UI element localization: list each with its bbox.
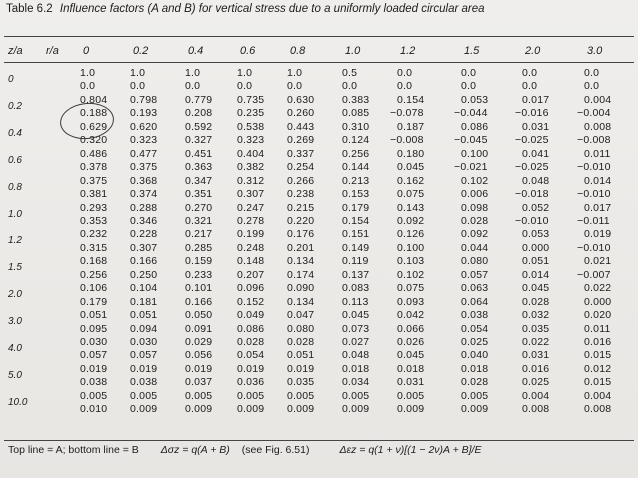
factor-b-cell: −0.008 [390, 134, 424, 147]
factor-b-cell: 0.006 [461, 188, 489, 201]
factor-b-cell: 0.000 [584, 295, 612, 308]
factor-a-cell: 0.018 [342, 362, 370, 375]
factor-a-cell: 0.630 [287, 93, 315, 106]
factor-a-cell: 0.288 [130, 201, 158, 214]
footer-strain-formula: Δεz = q(1 + ν)[(1 − 2ν)A + B]/E [339, 444, 482, 456]
factor-a-cell: 0.017 [584, 201, 612, 214]
row-z-value: 10.0 [8, 396, 28, 408]
factor-a-cell: 0.083 [342, 282, 370, 295]
factor-b-cell: 0.207 [237, 268, 265, 281]
factor-b-cell: 0.382 [237, 161, 265, 174]
factor-a-cell: 0.008 [584, 120, 612, 133]
header-r-a: r/a [46, 45, 59, 57]
factor-b-cell: 0.056 [185, 349, 213, 362]
factor-a-cell: 0.019 [237, 362, 265, 375]
factor-a-cell: 0.148 [237, 255, 265, 268]
factor-a-cell: 0.443 [287, 120, 315, 133]
factor-a-cell: 1.0 [287, 67, 303, 79]
factor-a-cell: 0.180 [397, 147, 425, 160]
factor-b-cell: 0.093 [397, 295, 425, 308]
table-footer [8, 444, 633, 456]
factor-b-cell: −0.004 [577, 107, 611, 120]
factor-b-cell: 0.285 [185, 241, 213, 254]
factor-b-cell: 0.269 [287, 134, 315, 147]
factor-a-cell: 0.375 [80, 174, 108, 187]
factor-b-cell: 0.320 [80, 134, 108, 147]
factor-a-cell: 0.538 [237, 120, 265, 133]
factor-a-cell: 0.004 [584, 93, 612, 106]
row-z-value: 5.0 [8, 369, 22, 381]
factor-b-cell: 0.0 [342, 80, 358, 93]
factor-b-cell: 0.057 [461, 268, 489, 281]
factor-a-cell: 0.247 [237, 201, 265, 214]
factor-a-cell: 0.215 [287, 201, 315, 214]
factor-b-cell: 0.278 [237, 214, 265, 227]
factor-b-cell: 0.045 [397, 161, 425, 174]
factor-b-cell: 0.323 [130, 134, 158, 147]
factor-b-cell: −0.045 [454, 134, 488, 147]
factor-a-cell: 0.266 [287, 174, 315, 187]
factor-a-cell: 1.0 [237, 67, 253, 79]
factor-a-cell: 0.051 [80, 309, 108, 322]
factor-a-cell: 0.005 [287, 389, 315, 402]
factor-a-cell: 0.098 [461, 201, 489, 214]
factor-a-cell: 0.045 [342, 309, 370, 322]
factor-b-cell: 0.201 [287, 241, 315, 254]
row-z-value: 0 [8, 74, 14, 85]
factor-b-cell: 0.153 [342, 188, 370, 201]
factor-b-cell: 0.363 [185, 161, 213, 174]
row-z-value: 1.5 [8, 262, 22, 274]
factor-b-cell: 0.307 [130, 241, 158, 254]
factor-b-cell: 0.137 [342, 268, 370, 281]
factor-b-cell: 0.054 [237, 349, 265, 362]
factor-b-cell: 0.124 [342, 134, 370, 147]
column-header: 1.5 [464, 45, 480, 57]
factor-a-cell: 0.005 [130, 389, 158, 402]
factor-a-cell: 0.620 [130, 120, 158, 133]
factor-b-cell: 0.381 [80, 188, 108, 201]
factor-b-cell: 0.000 [522, 241, 550, 254]
factor-a-cell: 0.045 [522, 282, 550, 295]
factor-b-cell: 0.0 [237, 80, 253, 93]
factor-b-cell: 0.009 [287, 403, 315, 416]
header-bottom-rule [4, 62, 634, 63]
factor-b-cell: 0.075 [397, 188, 425, 201]
factor-a-cell: 0.005 [342, 389, 370, 402]
factor-a-cell: 0.016 [584, 336, 612, 348]
factor-a-cell: 0.026 [397, 336, 425, 348]
factor-b-cell: 0.374 [130, 188, 158, 201]
factor-a-cell: 0.592 [185, 120, 213, 133]
footer-stress-formula: Δσz = q(A + B) [160, 444, 230, 456]
factor-a-cell: 0.030 [80, 336, 108, 348]
factor-a-cell: 0.030 [130, 336, 158, 348]
footer-legend: Top line = A; bottom line = B [8, 444, 139, 456]
row-z-value: 1.2 [8, 235, 22, 247]
factor-a-cell: 0.168 [80, 255, 108, 268]
factor-b-cell: 0.028 [461, 376, 489, 389]
factor-a-cell: 0.228 [130, 228, 158, 241]
factor-b-cell: 0.048 [342, 349, 370, 362]
factor-a-cell: 0.166 [130, 255, 158, 268]
factor-b-cell: 0.238 [287, 188, 315, 201]
factor-b-cell: −0.008 [577, 134, 611, 147]
factor-a-cell: 0.019 [287, 362, 315, 375]
factor-a-cell: 0.104 [130, 282, 158, 295]
factor-b-cell: 0.179 [80, 295, 108, 308]
factor-a-cell: 0.047 [287, 309, 315, 322]
factor-a-cell: 0.016 [522, 362, 550, 375]
column-header: 1.2 [400, 45, 416, 57]
factor-b-cell: 0.034 [342, 376, 370, 389]
factor-a-cell: 0.049 [237, 309, 265, 322]
table-caption: Influence factors (A and B) for vertical stress due to a uniformly loaded circular area [59, 3, 485, 15]
factor-b-cell: 0.144 [342, 161, 370, 174]
factor-b-cell: 0.035 [287, 376, 315, 389]
table-number: Table 6.2 [6, 3, 53, 15]
factor-b-cell: 0.0 [461, 80, 477, 93]
factor-b-cell: 0.051 [287, 349, 315, 362]
footer-rule [4, 440, 634, 441]
factor-b-cell: 0.038 [130, 376, 158, 389]
factor-a-cell: 0.451 [185, 147, 213, 160]
factor-b-cell: 0.248 [237, 241, 265, 254]
factor-a-cell: 0.312 [237, 174, 265, 187]
factor-b-cell: 0.036 [237, 376, 265, 389]
factor-b-cell: 0.113 [342, 295, 369, 308]
factor-a-cell: 0.041 [522, 147, 550, 160]
factor-b-cell: 0.080 [287, 322, 315, 335]
factor-a-cell: 0.053 [461, 93, 489, 106]
factor-a-cell: 0.052 [522, 201, 550, 214]
factor-b-cell: 0.040 [461, 349, 489, 362]
factor-b-cell: 0.100 [397, 241, 425, 254]
factor-a-cell: 1.0 [185, 67, 201, 79]
factor-a-cell: 0.048 [522, 174, 550, 187]
factor-b-cell: 0.009 [237, 403, 265, 416]
factor-b-cell: 0.353 [80, 214, 108, 227]
factor-b-cell: 0.315 [80, 241, 108, 254]
row-z-value: 0.6 [8, 154, 22, 166]
footer-see-figure: (see Fig. 6.51) [241, 444, 310, 456]
factor-b-cell: −0.010 [577, 188, 611, 201]
row-z-value: 0.4 [8, 127, 22, 139]
factor-b-cell: 0.260 [287, 107, 315, 120]
factor-a-cell: 0.017 [522, 93, 550, 106]
factor-a-cell: 1.0 [80, 67, 96, 79]
factor-b-cell: 0.015 [584, 376, 612, 389]
factor-a-cell: 0.012 [584, 362, 612, 375]
column-header: 0.2 [133, 45, 149, 57]
factor-b-cell: 0.134 [287, 295, 315, 308]
factor-b-cell: 0.220 [287, 214, 315, 227]
factor-a-cell: 0.005 [461, 389, 489, 402]
factor-a-cell: 0.162 [397, 174, 425, 187]
factor-a-cell: 0.096 [237, 282, 265, 295]
factor-b-cell: 0.095 [80, 322, 108, 335]
factor-a-cell: 0.383 [342, 93, 370, 106]
factor-b-cell: 0.102 [397, 268, 425, 281]
factor-a-cell: 0.779 [185, 93, 213, 106]
column-header: 2.0 [525, 45, 541, 57]
factor-b-cell: 0.009 [185, 403, 213, 416]
factor-b-cell: 0.307 [237, 188, 265, 201]
factor-a-cell: 0.5 [342, 67, 358, 79]
factor-a-cell: 0.100 [461, 147, 489, 160]
factor-a-cell: 0.004 [522, 389, 550, 402]
factor-b-cell: 0.0 [287, 80, 303, 93]
factor-b-cell: 0.064 [461, 295, 489, 308]
factor-b-cell: 0.091 [185, 322, 213, 335]
factor-b-cell: −0.007 [577, 268, 611, 281]
factor-b-cell: −0.010 [515, 214, 549, 227]
factor-b-cell: 0.250 [130, 268, 158, 281]
factor-a-cell: 0.310 [342, 120, 370, 133]
factor-b-cell: 0.346 [130, 214, 158, 227]
factor-b-cell: 0.031 [522, 349, 550, 362]
row-z-value: 0.8 [8, 181, 22, 193]
factor-a-cell: 0.101 [185, 282, 213, 295]
factor-a-cell: 0.337 [287, 147, 315, 160]
factor-a-cell: 0.347 [185, 174, 213, 187]
factor-b-cell: 0.045 [397, 349, 425, 362]
column-header: 0 [83, 45, 90, 57]
factor-b-cell: 0.008 [584, 403, 612, 416]
factor-a-cell: 0.154 [397, 93, 425, 106]
factor-a-cell: 0.119 [342, 255, 369, 268]
factor-b-cell: 0.038 [80, 376, 108, 389]
factor-a-cell: 0.025 [461, 336, 489, 348]
factor-b-cell: 0.0 [584, 80, 600, 93]
factor-a-cell: 0.005 [397, 389, 425, 402]
factor-b-cell: −0.010 [577, 241, 611, 254]
factor-b-cell: 0.208 [185, 107, 213, 120]
factor-a-cell: 0.134 [287, 255, 315, 268]
factor-b-cell: −0.011 [577, 214, 610, 227]
row-z-value: 3.0 [8, 316, 22, 328]
factor-a-cell: 0.187 [397, 120, 425, 133]
factor-b-cell: 0.0 [522, 80, 538, 93]
factor-a-cell: 0.086 [461, 120, 489, 133]
factor-a-cell: 0.051 [130, 309, 158, 322]
factor-b-cell: 0.054 [461, 322, 489, 335]
factor-a-cell: 0.404 [237, 147, 265, 160]
factor-b-cell: 0.375 [130, 161, 158, 174]
factor-b-cell: −0.025 [515, 134, 549, 147]
factor-b-cell: 0.035 [522, 322, 550, 335]
column-header: 0.8 [290, 45, 306, 57]
row-z-value: 2.0 [8, 289, 22, 301]
table-title [6, 2, 566, 16]
factor-a-cell: 0.050 [185, 309, 213, 322]
factor-b-cell: 0.193 [130, 107, 158, 120]
factor-b-cell: 0.351 [185, 188, 213, 201]
factor-b-cell: 0.031 [397, 376, 425, 389]
factor-a-cell: 0.735 [237, 93, 265, 106]
factor-a-cell: 0.199 [237, 228, 265, 241]
factor-b-cell: 0.174 [287, 268, 315, 281]
factor-b-cell: 0.094 [130, 322, 158, 335]
factor-a-cell: 0.029 [185, 336, 213, 348]
factor-a-cell: 0.151 [342, 228, 370, 241]
factor-a-cell: 0.232 [80, 228, 108, 241]
factor-a-cell: 0.063 [461, 282, 489, 295]
factor-b-cell: 0.010 [80, 403, 108, 416]
factor-b-cell: 0.015 [584, 349, 612, 362]
factor-b-cell: 0.152 [237, 295, 265, 308]
header-top-rule [4, 36, 634, 37]
factor-a-cell: 0.014 [584, 174, 612, 187]
factor-b-cell: 0.092 [397, 214, 425, 227]
factor-a-cell: 0.019 [130, 362, 158, 375]
factor-a-cell: 0.213 [342, 174, 370, 187]
factor-a-cell: 0.092 [461, 228, 489, 241]
factor-a-cell: 0.028 [237, 336, 265, 348]
factor-b-cell: 0.057 [130, 349, 158, 362]
factor-b-cell: −0.025 [515, 161, 549, 174]
column-header: 0.4 [188, 45, 204, 57]
factor-a-cell: 0.031 [522, 120, 550, 133]
factor-b-cell: 0.323 [237, 134, 265, 147]
factor-b-cell: 0.057 [80, 349, 108, 362]
factor-a-cell: 0.477 [130, 147, 158, 160]
factor-b-cell: 0.044 [461, 241, 489, 254]
factor-b-cell: 0.233 [185, 268, 213, 281]
factor-b-cell: −0.078 [390, 107, 424, 120]
factor-a-cell: 0.176 [287, 228, 315, 241]
factor-a-cell: 0.804 [80, 93, 108, 106]
factor-a-cell: 0.080 [461, 255, 489, 268]
factor-a-cell: 0.368 [130, 174, 158, 187]
factor-b-cell: 0.009 [130, 403, 158, 416]
factor-b-cell: 0.188 [80, 107, 108, 120]
factor-b-cell: −0.018 [515, 188, 549, 201]
factor-b-cell: 0.321 [185, 214, 213, 227]
factor-a-cell: 0.143 [397, 201, 425, 214]
factor-b-cell: 0.009 [342, 403, 370, 416]
factor-a-cell: 0.159 [185, 255, 213, 268]
row-z-value: 1.0 [8, 208, 22, 220]
factor-a-cell: 0.027 [342, 336, 370, 348]
factor-a-cell: 0.486 [80, 147, 108, 160]
factor-b-cell: 0.009 [397, 403, 425, 416]
factor-b-cell: 0.181 [130, 295, 158, 308]
factor-a-cell: 0.019 [584, 228, 612, 241]
factor-b-cell: 0.166 [185, 295, 213, 308]
factor-a-cell: 0.011 [584, 147, 611, 160]
factor-a-cell: 0.270 [185, 201, 213, 214]
factor-b-cell: −0.044 [454, 107, 488, 120]
factor-a-cell: 0.293 [80, 201, 108, 214]
factor-b-cell: 0.085 [342, 107, 370, 120]
factor-a-cell: 0.256 [342, 147, 370, 160]
factor-b-cell: 0.073 [342, 322, 370, 335]
factor-a-cell: 1.0 [130, 67, 146, 79]
factor-a-cell: 0.019 [80, 362, 108, 375]
factor-a-cell: 0.019 [185, 362, 213, 375]
factor-a-cell: 0.0 [397, 67, 413, 79]
factor-a-cell: 0.053 [522, 228, 550, 241]
factor-a-cell: 0.102 [461, 174, 489, 187]
factor-b-cell: −0.016 [515, 107, 549, 120]
factor-a-cell: 0.018 [397, 362, 425, 375]
factor-a-cell: 0.798 [130, 93, 158, 106]
factor-a-cell: 0.005 [80, 389, 108, 402]
factor-b-cell: 0.011 [584, 322, 611, 335]
factor-b-cell: 0.014 [522, 268, 550, 281]
factor-a-cell: 0.042 [397, 309, 425, 322]
factor-a-cell: 0.126 [397, 228, 425, 241]
factor-b-cell: 0.235 [237, 107, 265, 120]
factor-a-cell: 0.022 [522, 336, 550, 348]
factor-a-cell: 0.106 [80, 282, 108, 295]
factor-a-cell: 0.629 [80, 120, 108, 133]
factor-b-cell: −0.021 [454, 161, 488, 174]
factor-b-cell: 0.066 [397, 322, 425, 335]
factor-a-cell: 0.028 [287, 336, 315, 348]
factor-a-cell: 0.018 [461, 362, 489, 375]
factor-a-cell: 0.020 [584, 309, 612, 322]
factor-b-cell: 0.254 [287, 161, 315, 174]
factor-a-cell: 0.0 [461, 67, 477, 79]
factor-a-cell: 0.005 [185, 389, 213, 402]
factor-a-cell: 0.021 [584, 255, 612, 268]
factor-a-cell: 0.005 [237, 389, 265, 402]
factor-a-cell: 0.022 [584, 282, 612, 295]
factor-a-cell: 0.090 [287, 282, 315, 295]
row-z-value: 4.0 [8, 343, 22, 354]
factor-b-cell: −0.010 [577, 161, 611, 174]
factor-b-cell: 0.0 [130, 80, 146, 93]
factor-a-cell: 0.0 [522, 67, 538, 79]
factor-a-cell: 0.004 [584, 389, 612, 402]
factor-b-cell: 0.025 [522, 376, 550, 389]
factor-b-cell: 0.0 [185, 80, 201, 93]
header-z-a: z/a [8, 45, 23, 57]
factor-b-cell: 0.327 [185, 134, 213, 147]
factor-b-cell: 0.086 [237, 322, 265, 335]
factor-b-cell: 0.256 [80, 268, 108, 281]
factor-a-cell: 0.038 [461, 309, 489, 322]
factor-b-cell: 0.008 [522, 403, 550, 416]
factor-b-cell: 0.0 [80, 80, 96, 93]
factor-b-cell: 0.154 [342, 214, 370, 227]
column-header: 0.6 [240, 45, 256, 57]
factor-b-cell: 0.009 [461, 403, 489, 416]
factor-a-cell: 0.217 [185, 228, 213, 241]
factor-a-cell: 0.0 [584, 67, 600, 79]
column-header: 1.0 [345, 45, 361, 57]
factor-b-cell: 0.378 [80, 161, 108, 174]
factor-b-cell: 0.0 [397, 80, 413, 93]
factor-b-cell: 0.028 [461, 214, 489, 227]
row-z-value: 0.2 [8, 100, 22, 112]
factor-a-cell: 0.075 [397, 282, 425, 295]
factor-a-cell: 0.051 [522, 255, 550, 268]
column-header: 3.0 [587, 45, 603, 57]
factor-b-cell: 0.028 [522, 295, 550, 308]
factor-a-cell: 0.032 [522, 309, 550, 322]
factor-b-cell: 0.149 [342, 241, 370, 254]
factor-a-cell: 0.103 [397, 255, 425, 268]
factor-a-cell: 0.179 [342, 201, 370, 214]
factor-b-cell: 0.037 [185, 376, 213, 389]
